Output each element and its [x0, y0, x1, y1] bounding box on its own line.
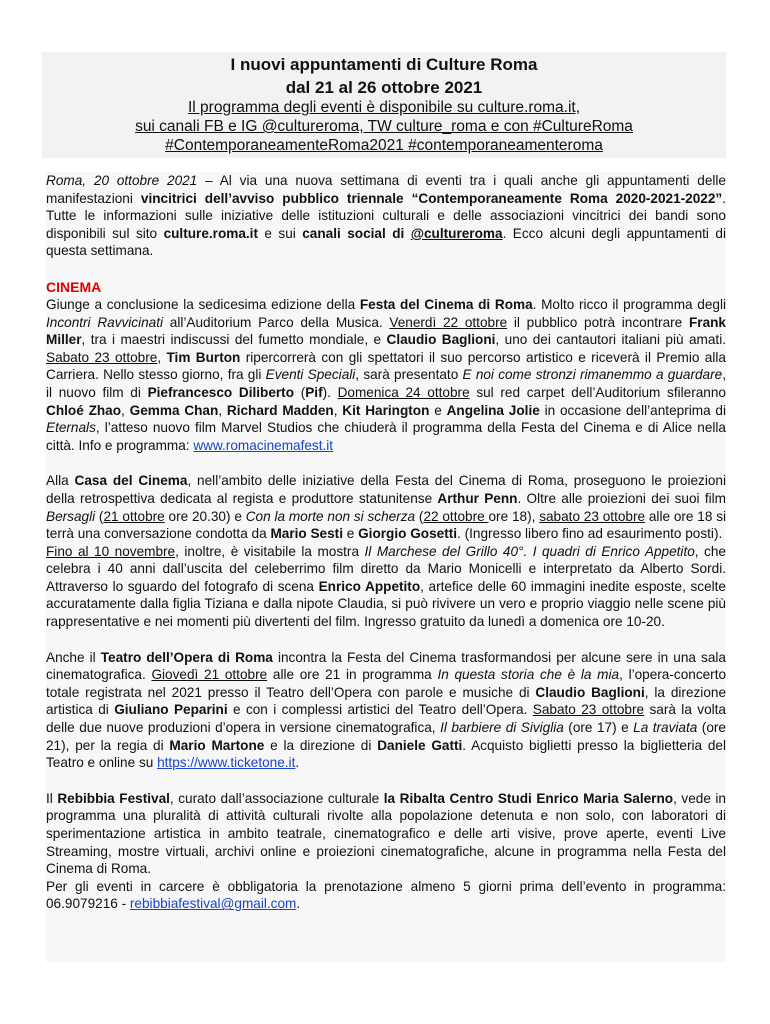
teatro-opera-paragraph: Anche il Teatro dell’Opera di Roma incontra la Festa del Cinema trasformandosi per alcune sere in una sala cinematografica. Giovedì 21 ottobre alle ore 21 in programma In questa storia che è la mia, l’opera-concerto totale registrata nel 2021 presso il Teatro dell’Opera con parole e musiche di Claudio Baglioni, la direzione artistica di Giuliano Peparini e con i complessi artistici del Teatro dell’Opera. Sabato 23 ottobre sarà la volta delle due nuove produzioni d’opera in versione cinematografica, Il barbiere di Siviglia (ore 17) e La traviata (ore 21), per la regia di Mario Martone e la direzione di Daniele Gatti. Acquisto biglietti presso la biglietteria del Teatro e online su https://www.ticketone.it. — [46, 649, 727, 771]
subtitle-line-1: Il programma degli eventi è disponibile su culture.roma.it, — [188, 99, 580, 116]
mostra-paragraph: Fino al 10 novembre, inoltre, è visitabile la mostra Il Marchese del Grillo 40°. I quadri di Enrico Appetito, che celebra i 40 anni dall’uscita del celeberrimo film diretto da Mario Monicelli e interpretato da Alberto Sordi. Attraverso lo sguardo del fotografo di scena Enrico Appetito, artefice delle 60 immagini inedite esposte, scelte accuratamente dalla figlia Tiziana e dalla nipote Claudia, si può rivivere un vero e proprio viaggio nelle scene più rappresentative e nei momenti più divertenti del film. Ingresso gratuito da lunedì a domenica ore 10-20. — [46, 543, 726, 630]
document-body — [46, 172, 726, 962]
rebibbia-email-link[interactable]: rebibbiafestival@gmail.com — [129, 896, 297, 912]
prenotazione-paragraph: Per gli eventi in carcere è obbligatoria la prenotazione almeno 5 giorni prima dell’evento in programma: 06.9079216 - rebibbiafestival@gmail.com. — [46, 878, 726, 912]
intro-paragraph: Roma, 20 ottobre 2021 – Al via una nuova settimana di eventi tra i quali anche gli appuntamenti delle manifestazioni vincitrici dell’avviso pubblico triennale “Contemporaneamente Roma 2020-2021-2022”. Tutte le informazioni sulle iniziative delle istituzioni culturali e delle associazioni vincitrici dei bandi sono disponibili sul sito culture.roma.it e sui canali social di @cultureroma. Ecco alcuni degli appuntamenti di questa settimana. — [46, 173, 727, 259]
press-release-header — [42, 52, 726, 158]
rebibbia-paragraph: Il Rebibbia Festival, curato dall’associazione culturale la Ribalta Centro Studi Enrico Maria Salerno, vede in programma una pluralità di attività culturali rivolte alla popolazione detenuta e non solo, con laboratori di sperimentazione artistica in ambito teatrale, cinematografico e delle arti visive, prove aperte, eventi Live Streaming, mostre virtuali, archivi online e proiezioni cinematografiche, alcune in programma nella Festa del Cinema di Roma. — [46, 790, 726, 877]
title-line-2: dal 21 al 26 ottobre 2021 — [285, 78, 483, 97]
ticketone-link[interactable]: https://www.ticketone.it — [157, 755, 296, 771]
section-heading-cinema: CINEMA — [46, 278, 102, 295]
paragraph-gap — [46, 631, 726, 649]
romacinemafest-link[interactable]: www.romacinemafest.it — [193, 437, 334, 453]
subtitle-line-2: sui canali FB e IG @cultureroma, TW culture_roma e con #CultureRoma — [135, 118, 633, 135]
paragraph-gap — [46, 772, 726, 790]
paragraph-gap — [46, 454, 726, 472]
casa-cinema-paragraph: Alla Casa del Cinema, nell’ambito delle iniziative della Festa del Cinema di Roma, proseguono le proiezioni della retrospettiva dedicata al regista e produttore statunitense Arthur Penn. Oltre alle proiezioni dei suoi film Bersagli (21 ottobre ore 20.30) e Con la morte non si scherza (22 ottobre ore 18), sabato 23 ottobre alle ore 18 si terrà una conversazione condotta da Mario Sesti e Giorgio Gosetti. (Ingresso libero fino ad esaurimento posti). — [46, 473, 727, 542]
subtitle-line-3: #ContemporaneamenteRoma2021 #contemporaneamenteroma — [165, 137, 603, 154]
title-line-1: I nuovi appuntamenti di Culture Roma — [230, 55, 538, 74]
festa-cinema-paragraph: Giunge a conclusione la sedicesima edizione della Festa del Cinema di Roma. Molto ricco il programma degli Incontri Ravvicinati all’Auditorium Parco della Musica. Venerdì 22 ottobre il pubblico potrà incontrare Frank Miller, tra i maestri indiscussi del fumetto mondiale, e Claudio Baglioni, uno dei cantautori italiani più amati. Sabato 23 ottobre, Tim Burton ripercorrerà con gli spettatori il suo percorso artistico e riceverà il Premio alla Carriera. Nello stesso giorno, fra gli Eventi Speciali, sarà presentato E noi come stronzi rimanemmo a guardare, il nuovo film di Piefrancesco Diliberto (Pif). Domenica 24 ottobre sul red carpet dell’Auditorium sfileranno Chloé Zhao, Gemma Chan, Richard Madden, Kit Harington e Angelina Jolie in occasione dell’anteprima di Eternals, l’atteso nuovo film Marvel Studios che chiuderà il programma della Festa del Cinema e di Alice nella città. Info e programma: www.romacinemafest.it — [46, 296, 727, 453]
cultureroma-handle: @cultureroma — [410, 225, 503, 241]
